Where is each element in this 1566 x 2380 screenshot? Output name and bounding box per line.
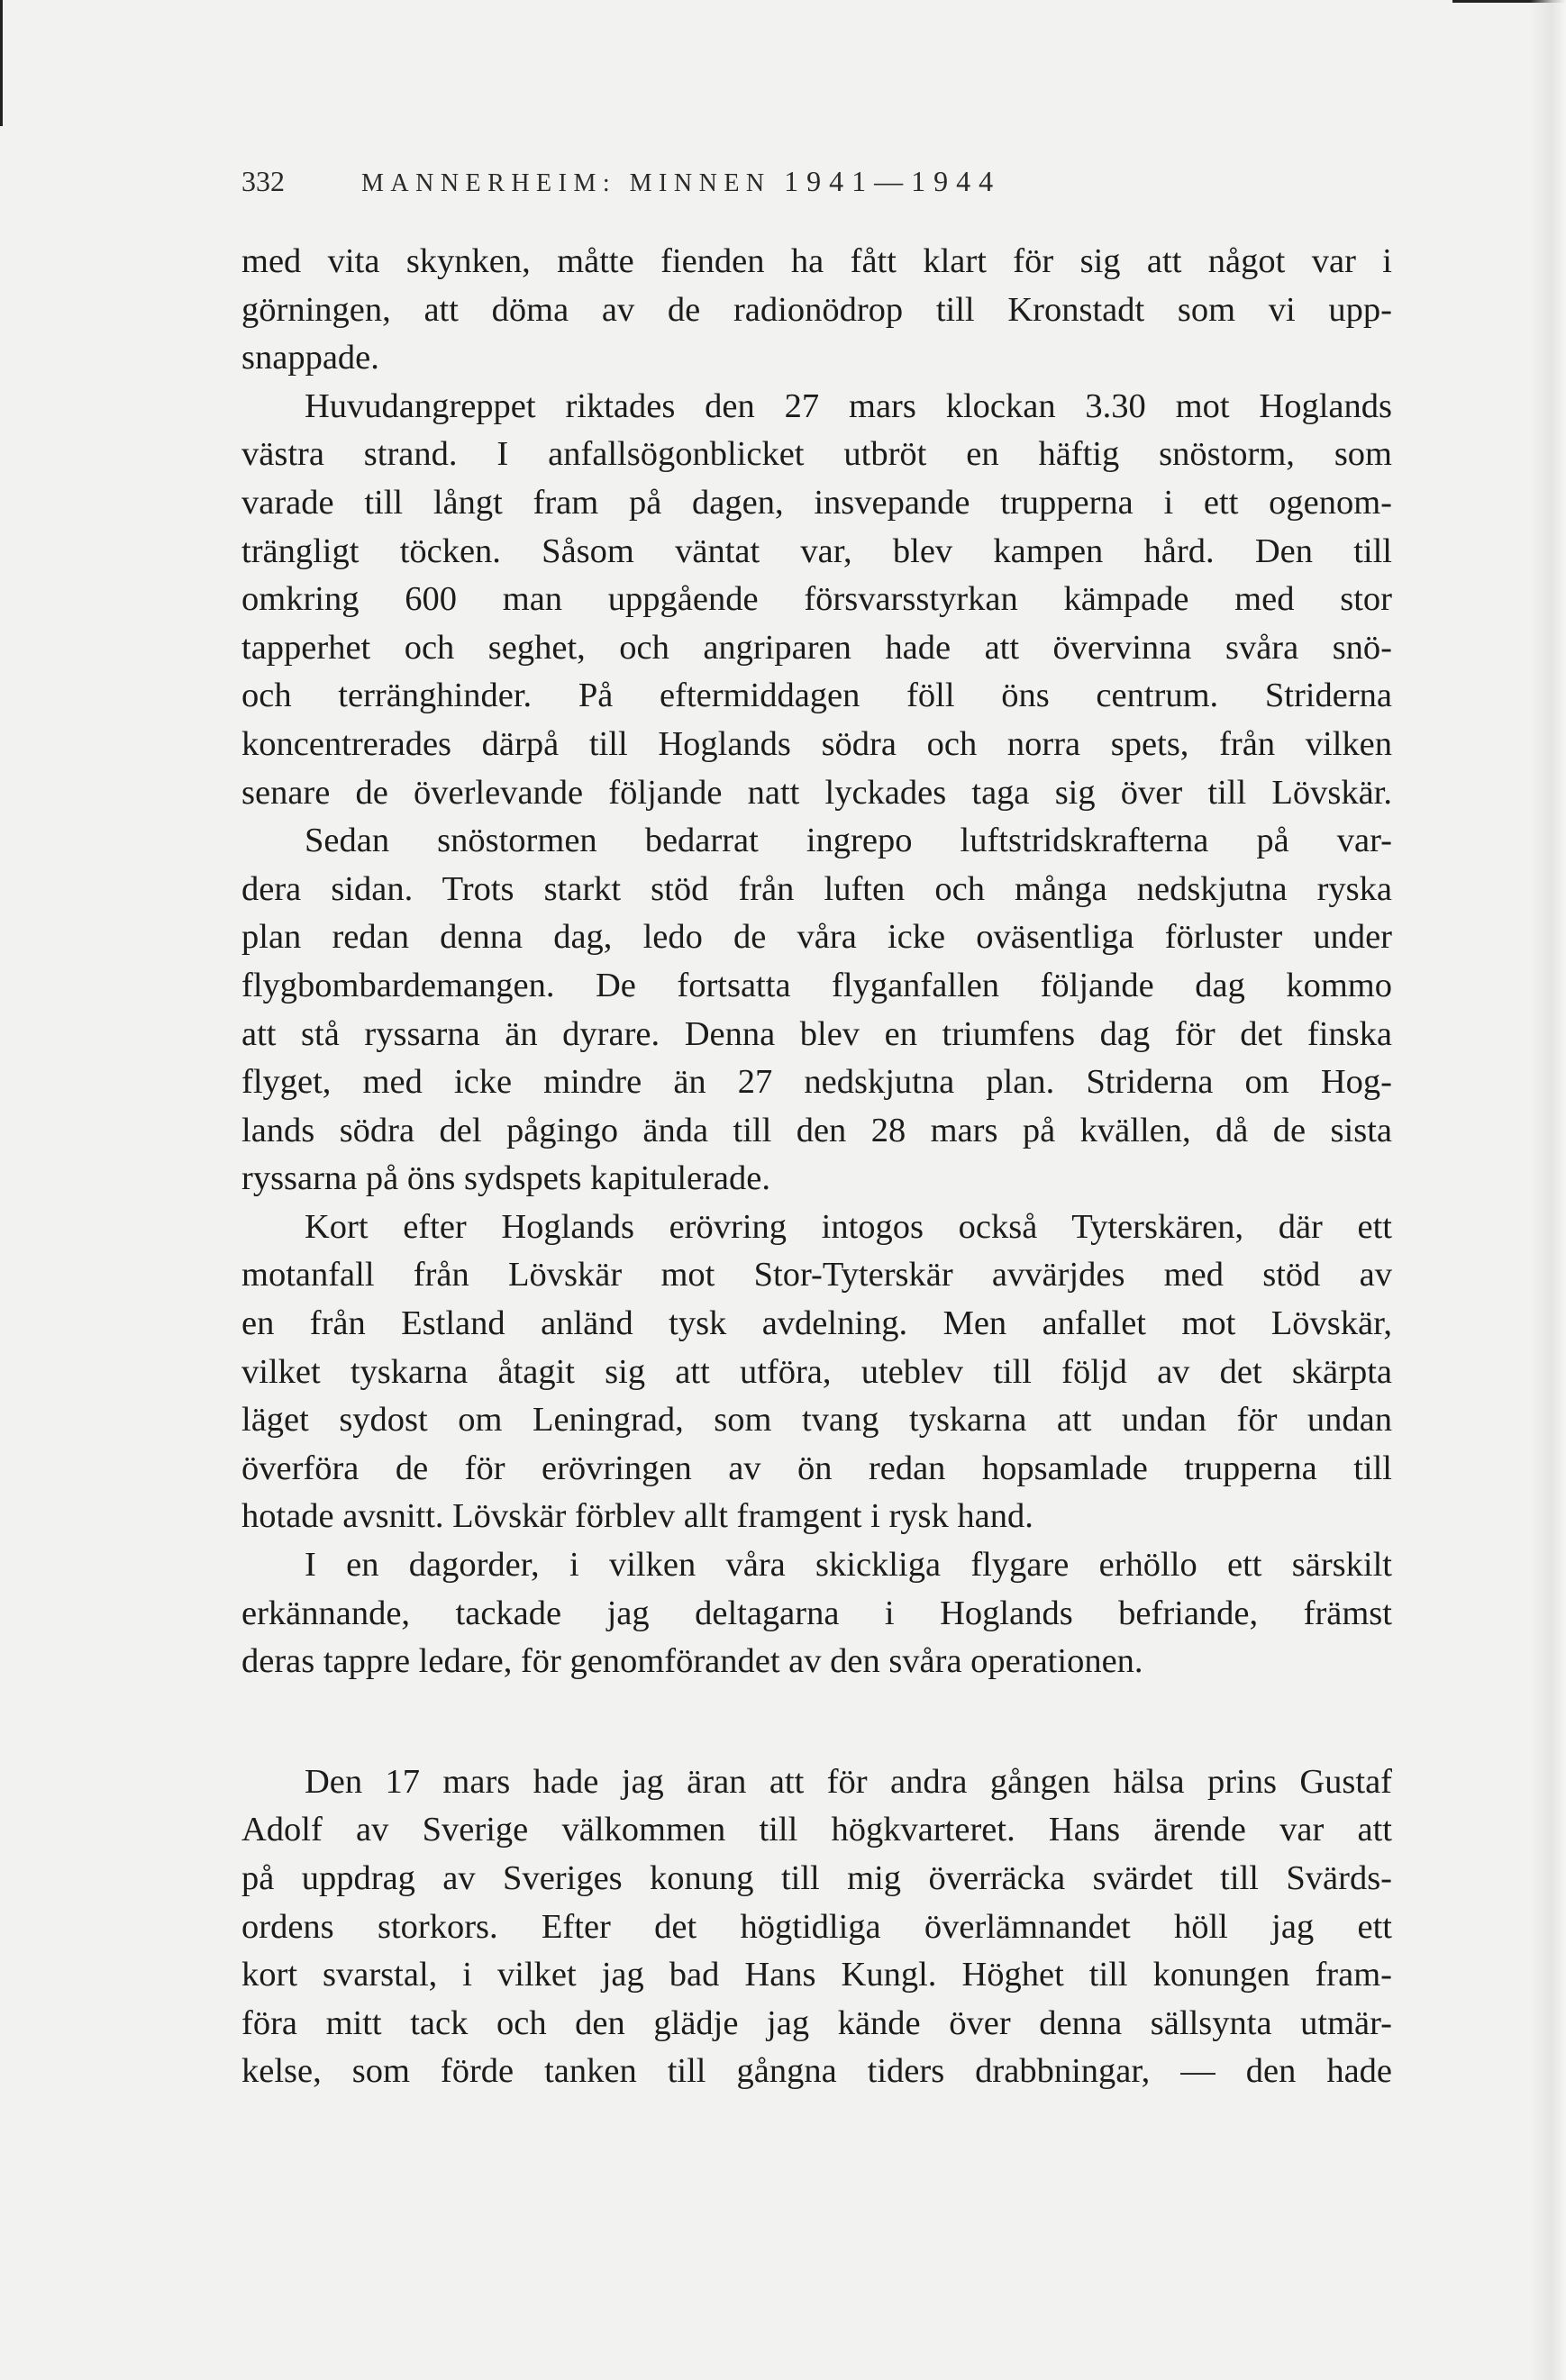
text-line: västra strand. I anfallsögonblicket utbröt en häftig snöstorm, som: [241, 435, 1392, 474]
running-title: [361, 159, 1001, 206]
text-line: varade till långt fram på dagen, insvepande trupperna i ett ogenom-: [241, 483, 1392, 522]
text-line: koncentrerades därpå till Hoglands södra och norra spets, från vilken: [241, 724, 1392, 763]
text-line: att stå ryssarna än dyrare. Denna blev en triumfens dag för det finska: [241, 1014, 1392, 1053]
scan-edge-left: [0, 0, 3, 126]
text-line: hotade avsnitt. Lövskär förblev allt framgent i rysk hand.: [241, 1497, 1033, 1536]
text-line: senare de överlevande följande natt lyckades taga sig över till Lövskär.: [241, 773, 1392, 812]
running-title-text: MANNERHEIM: MINNEN: [361, 169, 771, 197]
text-line: föra mitt tack och den glädje jag kände över denna sällsynta utmär-: [241, 2003, 1392, 2042]
text-line: trängligt töcken. Såsom väntat var, blev kampen hård. Den till: [241, 531, 1392, 570]
paragraph: [241, 817, 1392, 1204]
text-line: ryssarna på öns sydspets kapitulerade.: [241, 1159, 770, 1198]
text-line: kort svarstal, i vilket jag bad Hans Kungl. Höghet till konungen fram-: [241, 1956, 1392, 1994]
text-line: dera sidan. Trots starkt stöd från luften och många nedskjutna ryska: [241, 869, 1392, 908]
page-gutter-shadow: [1530, 0, 1566, 2380]
running-title-years: 1941—1944: [784, 165, 1002, 197]
text-line: omkring 600 man uppgående försvarsstyrkan kämpade med stor: [241, 580, 1392, 619]
text-line: Sedan snöstormen bedarrat ingrepo luftstridskrafterna på var-: [305, 822, 1392, 860]
text-line: en från Estland anländ tysk avdelning. Men anfallet mot Lövskär,: [241, 1304, 1392, 1343]
paragraph: [241, 1758, 1392, 2096]
text-line: kelse, som förde tanken till gångna tiders drabbningar, — den hade: [241, 2052, 1392, 2091]
paragraph: [241, 383, 1392, 817]
text-line: Kort efter Hoglands erövring intogos också Tyterskären, där ett: [305, 1207, 1392, 1246]
text-line: Den 17 mars hade jag äran att för andra gången hälsa prins Gustaf: [305, 1762, 1392, 1801]
text-line: läget sydost om Leningrad, som tvang tyskarna att undan för undan: [241, 1401, 1392, 1440]
text-line: motanfall från Lövskär mot Stor-Tyterskär avvärjdes med stöd av: [241, 1256, 1392, 1294]
page-number: 332: [241, 165, 285, 197]
body-text: [241, 238, 1392, 2096]
paragraph: [241, 238, 1392, 383]
text-line: vilket tyskarna åtagit sig att utföra, uteblev till följd av det skärpta: [241, 1352, 1392, 1391]
text-line: tapperhet och seghet, och angriparen hade att övervinna svåra snö-: [241, 628, 1392, 667]
text-line: på uppdrag av Sveriges konung till mig överräcka svärdet till Svärds-: [241, 1859, 1392, 1897]
paragraph: [241, 1204, 1392, 1541]
text-line: ordens storkors. Efter det högtidliga överlämnandet höll jag ett: [241, 1907, 1392, 1946]
text-line: plan redan denna dag, ledo de våra icke oväsentliga förluster under: [241, 918, 1392, 957]
text-line: flyget, med icke mindre än 27 nedskjutna plan. Striderna om Hog-: [241, 1063, 1392, 1102]
text-line: deras tappre ledare, för genomförandet av den svåra operationen.: [241, 1642, 1143, 1681]
text-line: Adolf av Sverige välkommen till högkvarteret. Hans ärende var att: [241, 1811, 1392, 1849]
text-line: snappade.: [241, 339, 379, 377]
section-break: [241, 1686, 1392, 1758]
text-line: görningen, att döma av de radionödrop till Kronstadt som vi upp-: [241, 290, 1392, 329]
running-head: [241, 159, 1392, 204]
text-line: erkännande, tackade jag deltagarna i Hoglands befriande, främst: [241, 1594, 1392, 1632]
text-line: med vita skynken, måtte fienden ha fått klart för sig att något var i: [241, 242, 1392, 280]
text-line: Huvudangreppet riktades den 27 mars klockan 3.30 mot Hoglands: [305, 386, 1392, 425]
text-line: och terränghinder. På eftermiddagen föll öns centrum. Striderna: [241, 677, 1392, 715]
text-line: I en dagorder, i vilken våra skickliga flygare erhöllo ett särskilt: [305, 1546, 1392, 1585]
text-line: lands södra del pågingo ända till den 28 mars på kvällen, då de sista: [241, 1111, 1392, 1149]
text-line: flygbombardemangen. De fortsatta flyganfallen följande dag kommo: [241, 966, 1392, 1004]
text-line: överföra de för erövringen av ön redan hopsamlade trupperna till: [241, 1449, 1392, 1487]
paragraph: [241, 1541, 1392, 1686]
